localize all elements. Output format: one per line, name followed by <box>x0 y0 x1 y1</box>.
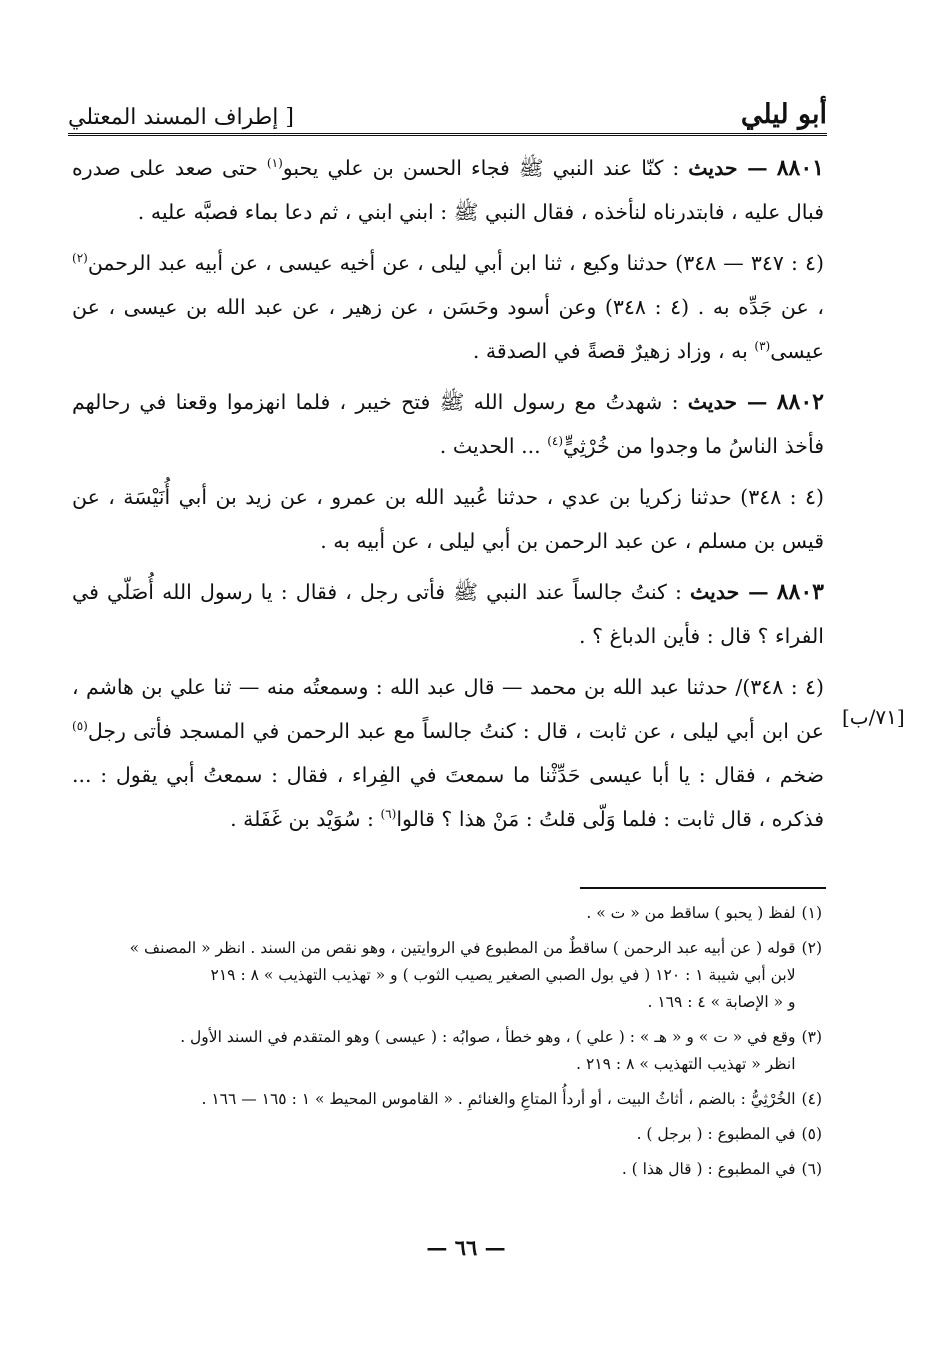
entry-number: ٨٨٠٢ <box>776 389 824 415</box>
footnote-text: في المطبوع : ( قال هذا ) . <box>621 1160 796 1178</box>
footnote-4 <box>72 1086 822 1113</box>
footnote-text: انظر « تهذيب التهذيب » ٨ : ٢١٩ . <box>576 1055 796 1073</box>
entry-heading: — حديث <box>688 156 768 180</box>
footnote-number: (١) <box>801 904 822 922</box>
footnote-separator <box>580 887 826 889</box>
footnote-text: في المطبوع : ( برجل ) . <box>636 1125 796 1143</box>
isnad-paragraph <box>72 475 824 563</box>
isnad-text: (٤ : ٣٤٨)/ حدثنا عبد الله بن محمد — قال عبد الله : وسمعتُه منه — ثنا علي بن هاشم ، عن ابن أبي ليلى ، عن ثابت ، قال : كنتُ جالساً مع عبد الرحمن في المسجد فأتى رجل <box>72 675 824 743</box>
footnote-ref[interactable]: (١) <box>266 156 283 171</box>
footnote-5 <box>72 1121 822 1148</box>
footnote-number: (٦) <box>801 1160 822 1178</box>
isnad-paragraph <box>72 665 824 841</box>
entry-text: : كنتُ جالساً عند النبي ﷺ فأتى رجل ، فقال : يا رسول الله أُصَلّي في الفراء ؟ قال : فأين الدباغ ؟ . <box>72 580 824 648</box>
isnad-paragraph <box>72 241 824 373</box>
isnad-text: به ، وزاد زهيرٌ قصةً في الصدقة . <box>472 339 748 363</box>
footnote-number: (٥) <box>801 1125 822 1143</box>
footnote-text: وقع في « ت » و « هـ » : ( علي ) ، وهو خطأ ، صوابُه : ( عيسى ) وهو المتقدم في السند الأول . <box>180 1028 796 1046</box>
hadith-entry-8803 <box>72 570 824 658</box>
footnote-ref[interactable]: (٥) <box>72 719 88 734</box>
footnote-number: (٢) <box>801 939 822 957</box>
entry-text: : شهدتُ مع رسول الله ﷺ فتح خيبر ، فلما انهزموا وقعنا في رحالهم فأخذ الناسُ ما وجدوا من خُرْثِيٍّ <box>72 390 824 458</box>
entry-text: ... الحديث . <box>439 434 541 458</box>
manuscript-folio-marker: [٧١/ب] <box>842 705 905 729</box>
entry-number: ٨٨٠١ <box>776 155 824 181</box>
entry-heading: — حديث <box>687 390 768 414</box>
footnote-text: لفظ ( يحبو ) ساقط من « ت » . <box>586 904 796 922</box>
footnote-text: و « الإصابة » ٤ : ١٦٩ . <box>647 993 796 1011</box>
isnad-text: (٤ : ٣٤٧ — ٣٤٨) حدثنا وكيع ، ثنا ابن أبي ليلى ، عن أخيه عيسى ، عن أبيه عبد الرحمن <box>87 251 824 275</box>
isnad-text: (٤ : ٣٤٨) حدثنا زكريا بن عدي ، حدثنا عُبيد الله بن عمرو ، عن زيد بن أبي أُنَيْسَة ، عن قيس بن مسلم ، عن عبد الرحمن بن أبي ليلى ، عن أبيه به . <box>72 485 824 553</box>
isnad-text: : سُوَيْد بن غَفَلة . <box>230 807 374 831</box>
isnad-text: ، عن جَدِّه به . (٤ : ٣٤٨) وعن أسود وحَسَن ، عن زهير ، عن عبد الله بن عيسى ، عن عيسى <box>72 295 824 363</box>
footnote-text: قوله ( عن أبيه عبد الرحمن ) ساقطٌ من المطبوع في الروايتين ، وهو نقص من السند . انظر « المصنف » <box>129 939 796 957</box>
hadith-entry-8802 <box>72 380 824 468</box>
footnote-text: لابن أبي شيبة ١ : ١٢٠ ( في بول الصبي الصغير يصيب الثوب ) و « تهذيب التهذيب » ٨ : ٢١٩ <box>210 966 796 984</box>
header-rule <box>68 133 827 136</box>
footnote-2 <box>72 935 822 1016</box>
footnote-ref[interactable]: (٤) <box>547 434 564 449</box>
entry-text: : كنّا عند النبي ﷺ فجاء الحسن بن علي يحبو <box>282 156 680 180</box>
footnotes <box>72 900 822 1191</box>
footnote-3 <box>72 1024 822 1078</box>
entry-text-continued: حتى صعد على صدره فبال عليه ، فابتدرناه لنأخذه ، فقال النبي ﷺ : ابني ابني ، ثم دعا بماء فصبَّه عليه . <box>72 156 824 224</box>
footnote-number: (٤) <box>801 1090 822 1108</box>
footnote-1 <box>72 900 822 927</box>
footnote-6 <box>72 1156 822 1183</box>
page-number: — ٦٦ — <box>426 1235 506 1260</box>
footnote-ref[interactable]: (٦) <box>380 807 397 822</box>
hadith-entry-8801 <box>72 146 824 234</box>
main-text <box>72 146 824 848</box>
running-head <box>68 88 827 130</box>
footnote-text: الخُرْثِيُّ : بالضم ، أثاثُ البيت ، أو أردأُ المتاعِ والغنائمِ . « القاموس المحيط » ١ : ١٦٥ — ١٦٦ . <box>201 1090 796 1108</box>
footnote-ref[interactable]: (٣) <box>754 339 771 354</box>
footnote-number: (٣) <box>801 1028 822 1046</box>
entry-number: ٨٨٠٣ <box>776 579 824 605</box>
isnad-text: ضخم ، فقال : يا أبا عيسى حَدِّثْنا ما سمعتَ في الفِراء ، فقال : سمعتُ أبي يقول : ... فذكره ، قال ثابت : فلما وَلّى قلتُ : مَنْ هذا ؟ قالوا <box>72 763 824 831</box>
footnote-ref[interactable]: (٢) <box>72 251 88 266</box>
running-head-book-title: [ إطراف المسند المعتلي <box>68 105 294 130</box>
entry-heading: — حديث <box>690 580 769 604</box>
running-head-name: أبو ليلي <box>740 99 827 130</box>
